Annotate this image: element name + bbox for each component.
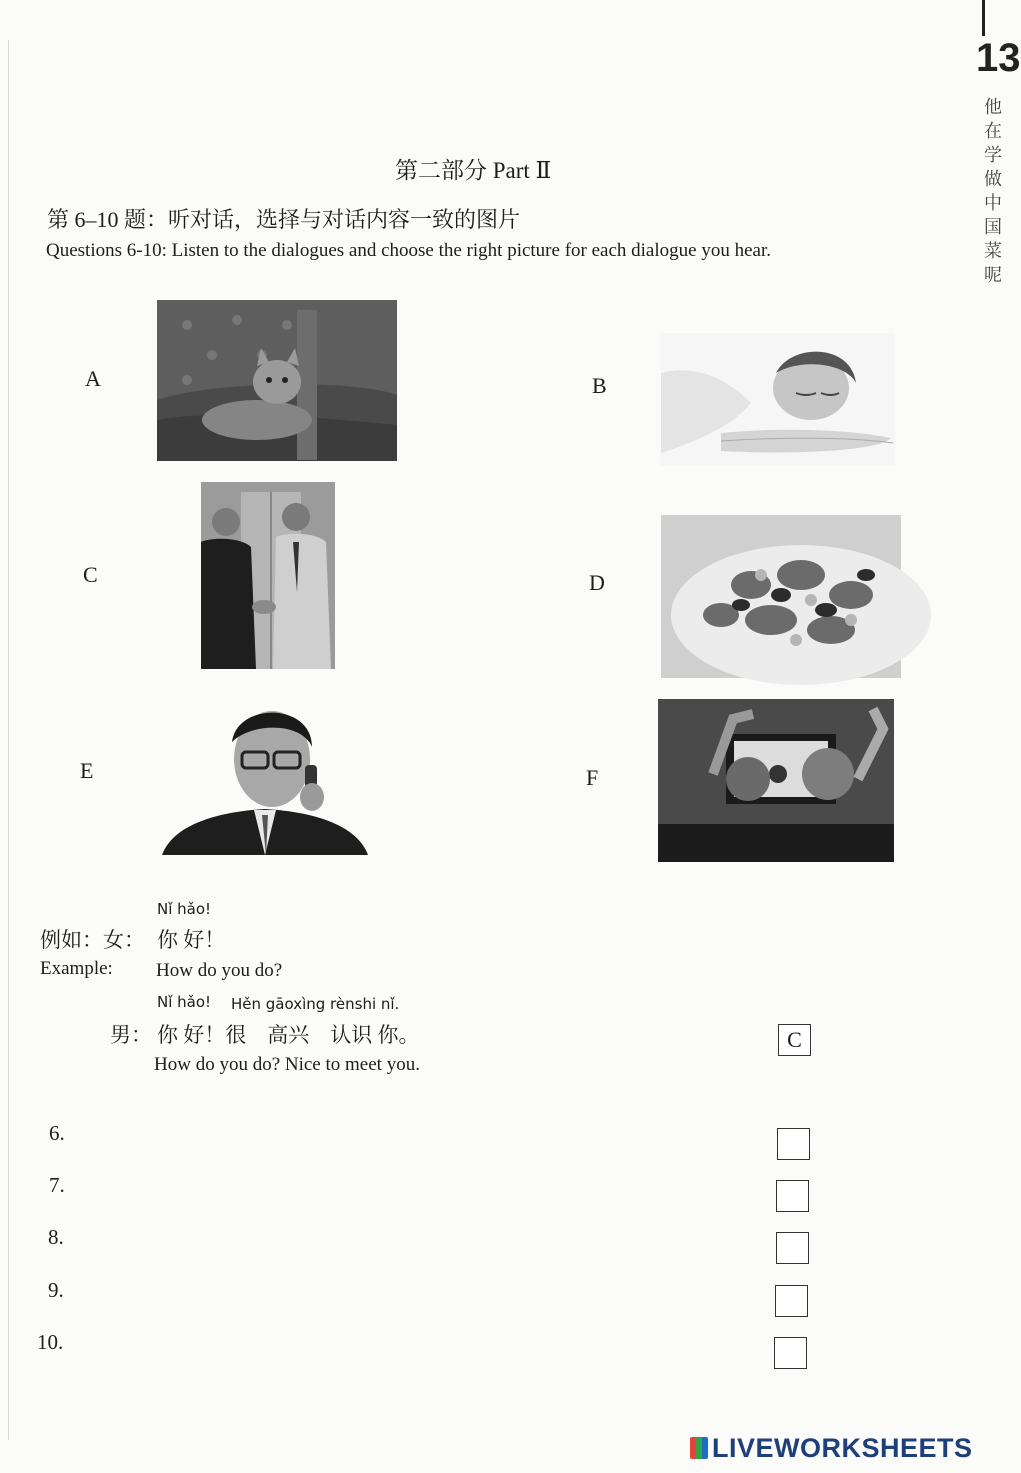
question-number-9: 9.	[48, 1278, 64, 1302]
people-watching-tv-photo	[658, 699, 894, 862]
example-male-label: 男：	[110, 1023, 152, 1047]
answer-box-10[interactable]	[774, 1337, 807, 1369]
example-female-english: How do you do?	[156, 960, 283, 981]
example-female-chinese: 你 好！	[157, 928, 226, 952]
answer-box-7[interactable]	[776, 1180, 809, 1212]
picture-letter-d: D	[589, 570, 605, 595]
liveworksheets-brand-text: LIVEWORKSHEETS	[712, 1433, 973, 1463]
answer-box-8[interactable]	[776, 1232, 809, 1264]
example-answer-box: C	[778, 1024, 811, 1056]
part-title: 第二部分 Part Ⅱ	[395, 158, 552, 183]
handshake-photo	[201, 482, 335, 669]
picture-letter-a: A	[85, 366, 101, 391]
example-label-english: Example:	[40, 958, 113, 979]
question-number-7: 7.	[49, 1173, 65, 1197]
side-tab-bar	[982, 0, 985, 36]
man-on-phone-photo	[162, 697, 368, 855]
lesson-number: 13	[976, 36, 1021, 80]
instruction-chinese: 第 6–10 题：听对话，选择与对话内容一致的图片	[47, 207, 521, 232]
lesson-title-vertical: 他在学做中国菜呢	[984, 97, 1002, 286]
woman-sleeping-photo	[661, 333, 895, 466]
instruction-english: Questions 6-10: Listen to the dialogues and choose the right picture for each dialogue you hear.	[46, 240, 771, 261]
chinese-dish-photo	[661, 515, 901, 678]
picture-letter-b: B	[592, 373, 607, 398]
example-female-pinyin: Nǐ hǎo!	[157, 900, 212, 918]
liveworksheets-badge-icon	[690, 1437, 708, 1459]
question-number-6: 6.	[49, 1121, 65, 1145]
answer-box-6[interactable]	[777, 1128, 810, 1160]
example-male-chinese: 你 好！很 高兴 认识 你。	[157, 1023, 420, 1047]
question-number-10: 10.	[37, 1330, 64, 1354]
picture-letter-e: E	[80, 758, 94, 783]
example-male-pinyin-2: Hěn gāoxìng rènshi nǐ.	[231, 995, 400, 1013]
example-male-pinyin-1: Nǐ hǎo!	[157, 993, 212, 1011]
cat-on-chair-photo	[157, 300, 397, 461]
picture-letter-f: F	[586, 765, 599, 790]
liveworksheets-logo	[690, 1433, 973, 1464]
picture-letter-c: C	[83, 562, 98, 587]
scan-edge-line	[8, 40, 9, 1440]
example-male-english: How do you do? Nice to meet you.	[154, 1054, 420, 1075]
example-label-chinese: 例如：女：	[40, 928, 145, 952]
question-number-8: 8.	[48, 1225, 64, 1249]
answer-box-9[interactable]	[775, 1285, 808, 1317]
